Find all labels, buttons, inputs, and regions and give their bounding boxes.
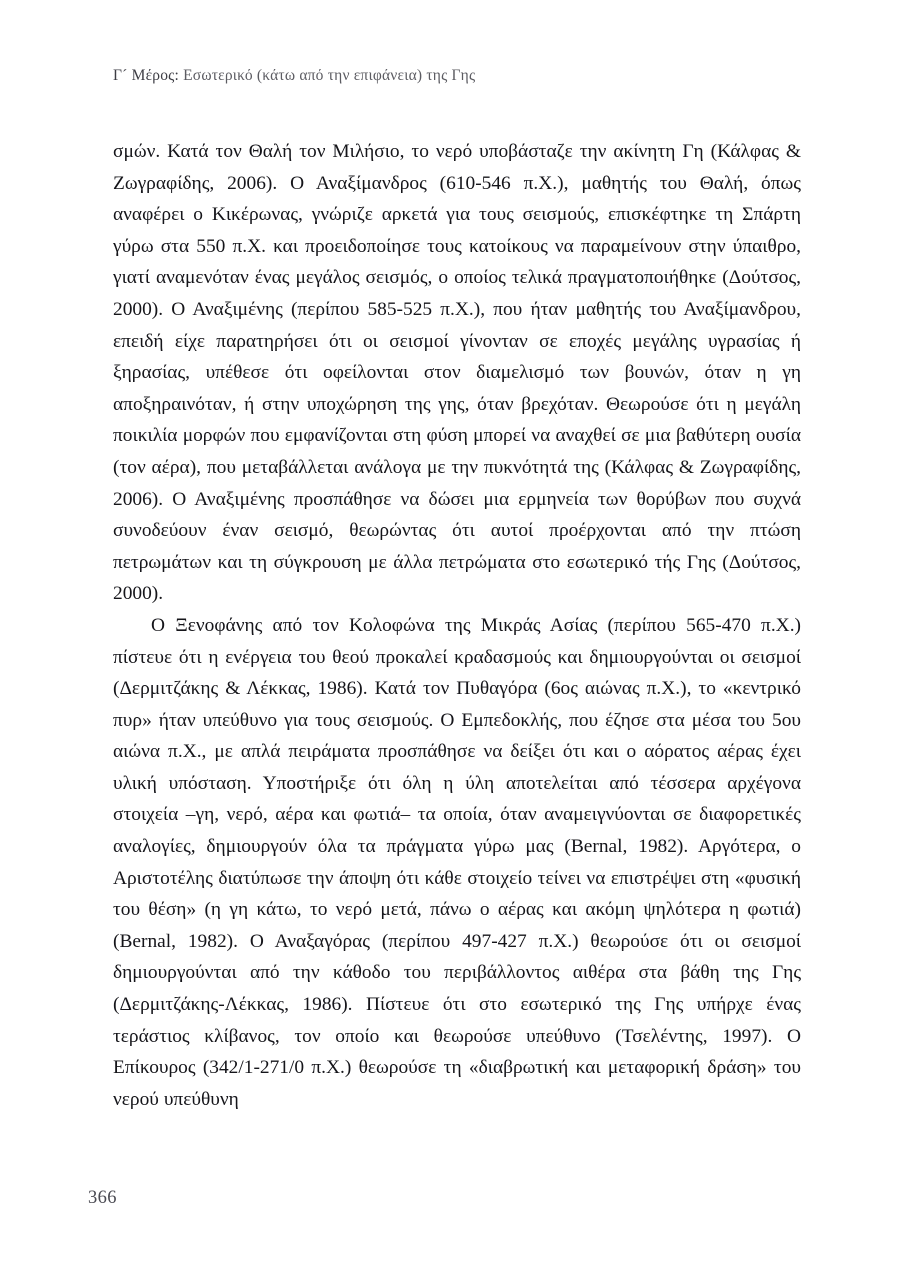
running-header-title: Εσωτερικό (κάτω από την επιφάνεια) της Γης <box>179 67 476 84</box>
paragraph-xenophanes: Ο Ξενοφάνης από τον Κολοφώνα της Μικράς Ασίας (περίπου 565-470 π.Χ.) πίστευε ότι η ενέργεια του θεού προκαλεί κραδασμούς και δημιουργούνται οι σεισμοί (Δερμιτζάκης & Λέκκας, 1986). Κατά τον Πυθαγόρα (6ος αιώνας π.Χ.), το «κεντρικό πυρ» ήταν υπεύθυνο για τους σεισμούς. Ο Εμπεδοκλής, που έζησε στα μέσα του 5ου αιώνα π.Χ., με απλά πειράματα προσπάθησε να δείξει ότι και ο αόρατος αέρας έχει υλική υπόσταση. Υποστήριξε ότι όλη η ύλη αποτελείται από τέσσερα αρχέγονα στοιχεία –γη, νερό, αέρα και φωτιά– τα οποία, όταν αναμειγνύονται σε διαφορετικές αναλογίες, δημιουργούν όλα τα πράγματα γύρω μας (Bernal, 1982). Αργότερα, ο Αριστοτέλης διατύπωσε την άποψη ότι κάθε στοιχείο τείνει να επιστρέψει στη «φυσική του θέση» (η γη κάτω, το νερό μετά, πάνω ο αέρας και ακόμη ψηλότερα η φωτιά) (Bernal, 1982). Ο Αναξαγόρας (περίπου 497-427 π.Χ.) θεωρούσε ότι οι σεισμοί δημιουργούνται από την κάθοδο του περιβάλλοντος αιθέρα στα βάθη της Γης (Δερμιτζάκης-Λέκκας, 1986). Πίστευε ότι στο εσωτερικό της Γης υπήρχε ένας τεράστιος κλίβανος, τον οποίο και θεωρούσε υπεύθυνο (Τσελέντης, 1997). Ο Επίκουρος (342/1-271/0 π.Χ.) θεωρούσε τη «διαβρωτική και μεταφορική δράση» του νερού υπεύθυνη <box>113 614 801 1110</box>
paragraph-continued: σμών. Κατά τον Θαλή τον Μιλήσιο, το νερό υποβάσταζε την ακίνητη Γη (Κάλφας & Ζωγραφίδης, 2006). Ο Αναξίμανδρος (610-546 π.Χ.), μαθητής του Θαλή, όπως αναφέρει ο Κικέρωνας, γνώριζε αρκετά για τους σεισμούς, επισκέφτηκε τη Σπάρτη γύρω στα 550 π.Χ. και προειδοποίησε τους κατοίκους να παραμείνουν στην ύπαιθρο, γιατί αναμενόταν ένας μεγάλος σεισμός, ο οποίος τελικά πραγματοποιήθηκε (Δούτσος, 2000). Ο Αναξιμένης (περίπου 585-525 π.Χ.), που ήταν μαθητής του Αναξίμανδρου, επειδή είχε παρατηρήσει ότι οι σεισμοί γίνονταν σε εποχές μεγάλης υγρασίας ή ξηρασίας, υπέθεσε ότι οφείλονται στον διαμελισμό των βουνών, όταν η γη αποξηραινόταν, ή στην υποχώρηση της γης, όταν βρεχόταν. Θεωρούσε ότι η μεγάλη ποικιλία μορφών που εμφανίζονται στη φύση μπορεί να αναχθεί σε μια βαθύτερη ουσία (τον αέρα), που μεταβάλλεται ανάλογα με την πυκνότητά της (Κάλφας & Ζωγραφίδης, 2006). Ο Αναξιμένης προσπάθησε να δώσει μια ερμηνεία των θορύβων που συχνά συνοδεύουν έναν σεισμό, θεωρώντας ότι αυτοί προέρχονται από την πτώση πετρωμάτων και τη σύγκρουση με άλλα πετρώματα στο εσωτερικό τής Γης (Δούτσος, 2000). <box>113 141 801 605</box>
running-header <box>113 66 813 86</box>
running-header-part: Γ´ Μέρος: <box>113 67 180 84</box>
body-text-column <box>113 136 801 1115</box>
page-number: 366 <box>88 1188 117 1208</box>
